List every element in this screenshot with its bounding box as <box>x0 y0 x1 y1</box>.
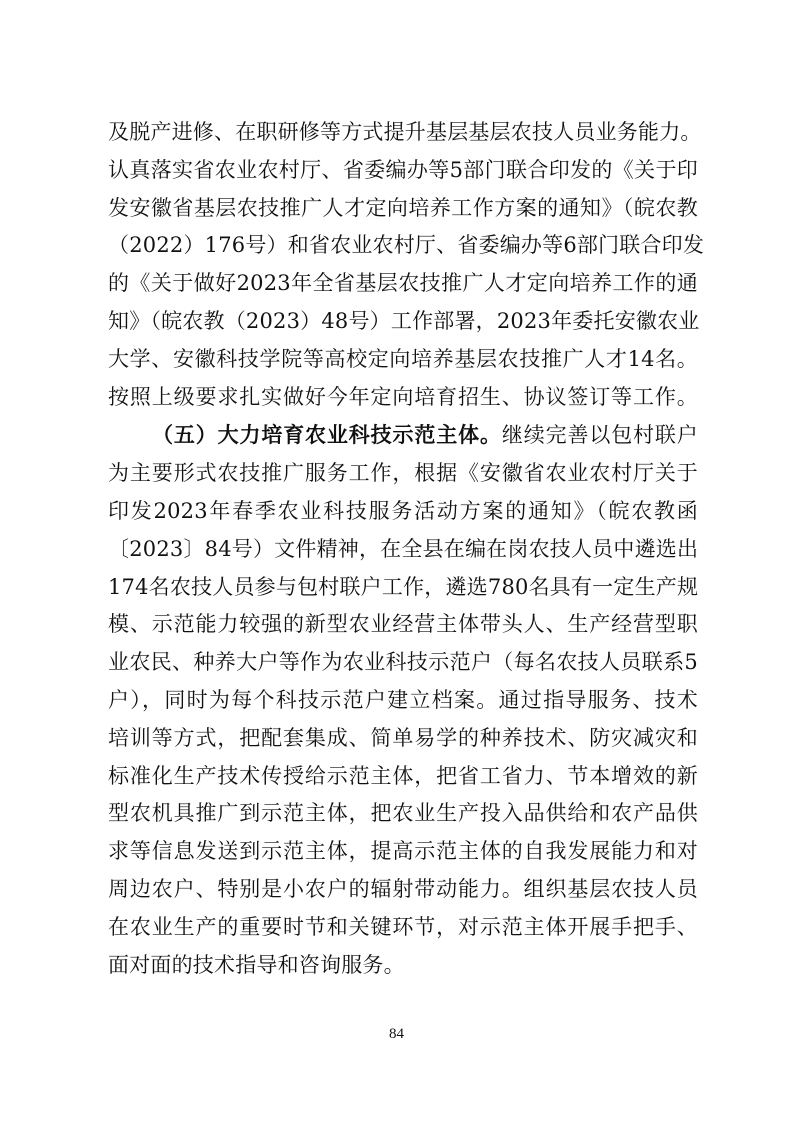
text-line: 户），同时为每个科技示范户建立档案。通过指导服务、技术 <box>108 687 698 712</box>
paragraph-2 <box>108 416 698 984</box>
text-line: 印发2023年春季农业科技服务活动方案的通知》（皖农教函 <box>108 498 698 523</box>
section-heading: （五）大力培育农业科技示范主体。 <box>152 422 502 448</box>
text-line: 知》（皖农教（2023）48号）工作部署，2023年委托安徽农业 <box>108 308 700 333</box>
text-line: 标准化生产技术传授给示范主体，把省工省力、节本增效的新 <box>108 763 698 788</box>
text-line: 〔2023〕84号）文件精神，在全县在编在岗农技人员中遴选出 <box>108 536 699 561</box>
text-line: （2022）176号）和省农业农村厅、省委编办等6部门联合印发 <box>108 233 705 258</box>
text-line: 的《关于做好2023年全省基层农技推广人才定向培养工作的通 <box>108 271 698 296</box>
heading-line-text: 继续完善以包村联户 <box>501 423 698 448</box>
text-line: 大学、安徽科技学院等高校定向培养基层农技推广人才14名。 <box>108 346 698 371</box>
text-line: 型农机具推广到示范主体，把农业生产投入品供给和农产品供 <box>108 801 698 826</box>
text-line: 发安徽省基层农技推广人才定向培养工作方案的通知》（皖农教 <box>108 195 698 220</box>
text-line: 业农民、种养大户等作为农业科技示范户（每名农技人员联系5 <box>108 650 698 675</box>
text-line: 模、示范能力较强的新型农业经营主体带头人、生产经营型职 <box>108 612 698 637</box>
body-text <box>108 114 705 984</box>
paragraph-1 <box>108 114 705 416</box>
text-line: 及脱产进修、在职研修等方式提升基层基层农技人员业务能力。 <box>108 120 702 144</box>
text-line <box>108 416 698 455</box>
text-line: 在农业生产的重要时节和关键环节，对示范主体开展手把手、 <box>108 914 698 939</box>
text-line: 认真落实省农业农村厅、省委编办等5部门联合印发的《关于印 <box>108 157 698 182</box>
text-line: 培训等方式，把配套集成、简单易学的种养技术、防灾减灾和 <box>108 725 698 750</box>
text-line: 为主要形式农技推广服务工作，根据《安徽省农业农村厅关于 <box>108 461 698 486</box>
text-line: 求等信息发送到示范主体，提高示范主体的自我发展能力和对 <box>108 839 698 864</box>
text-line: 174名农技人员参与包村联户工作，遴选780名具有一定生产规 <box>108 574 699 599</box>
text-line: 周边农户、特别是小农户的辐射带动能力。组织基层农技人员 <box>108 876 698 901</box>
text-line: 按照上级要求扎实做好今年定向培育招生、协议签订等工作。 <box>108 384 698 409</box>
page-number: 84 <box>389 1026 404 1042</box>
text-line: 面对面的技术指导和咨询服务。 <box>108 952 405 977</box>
